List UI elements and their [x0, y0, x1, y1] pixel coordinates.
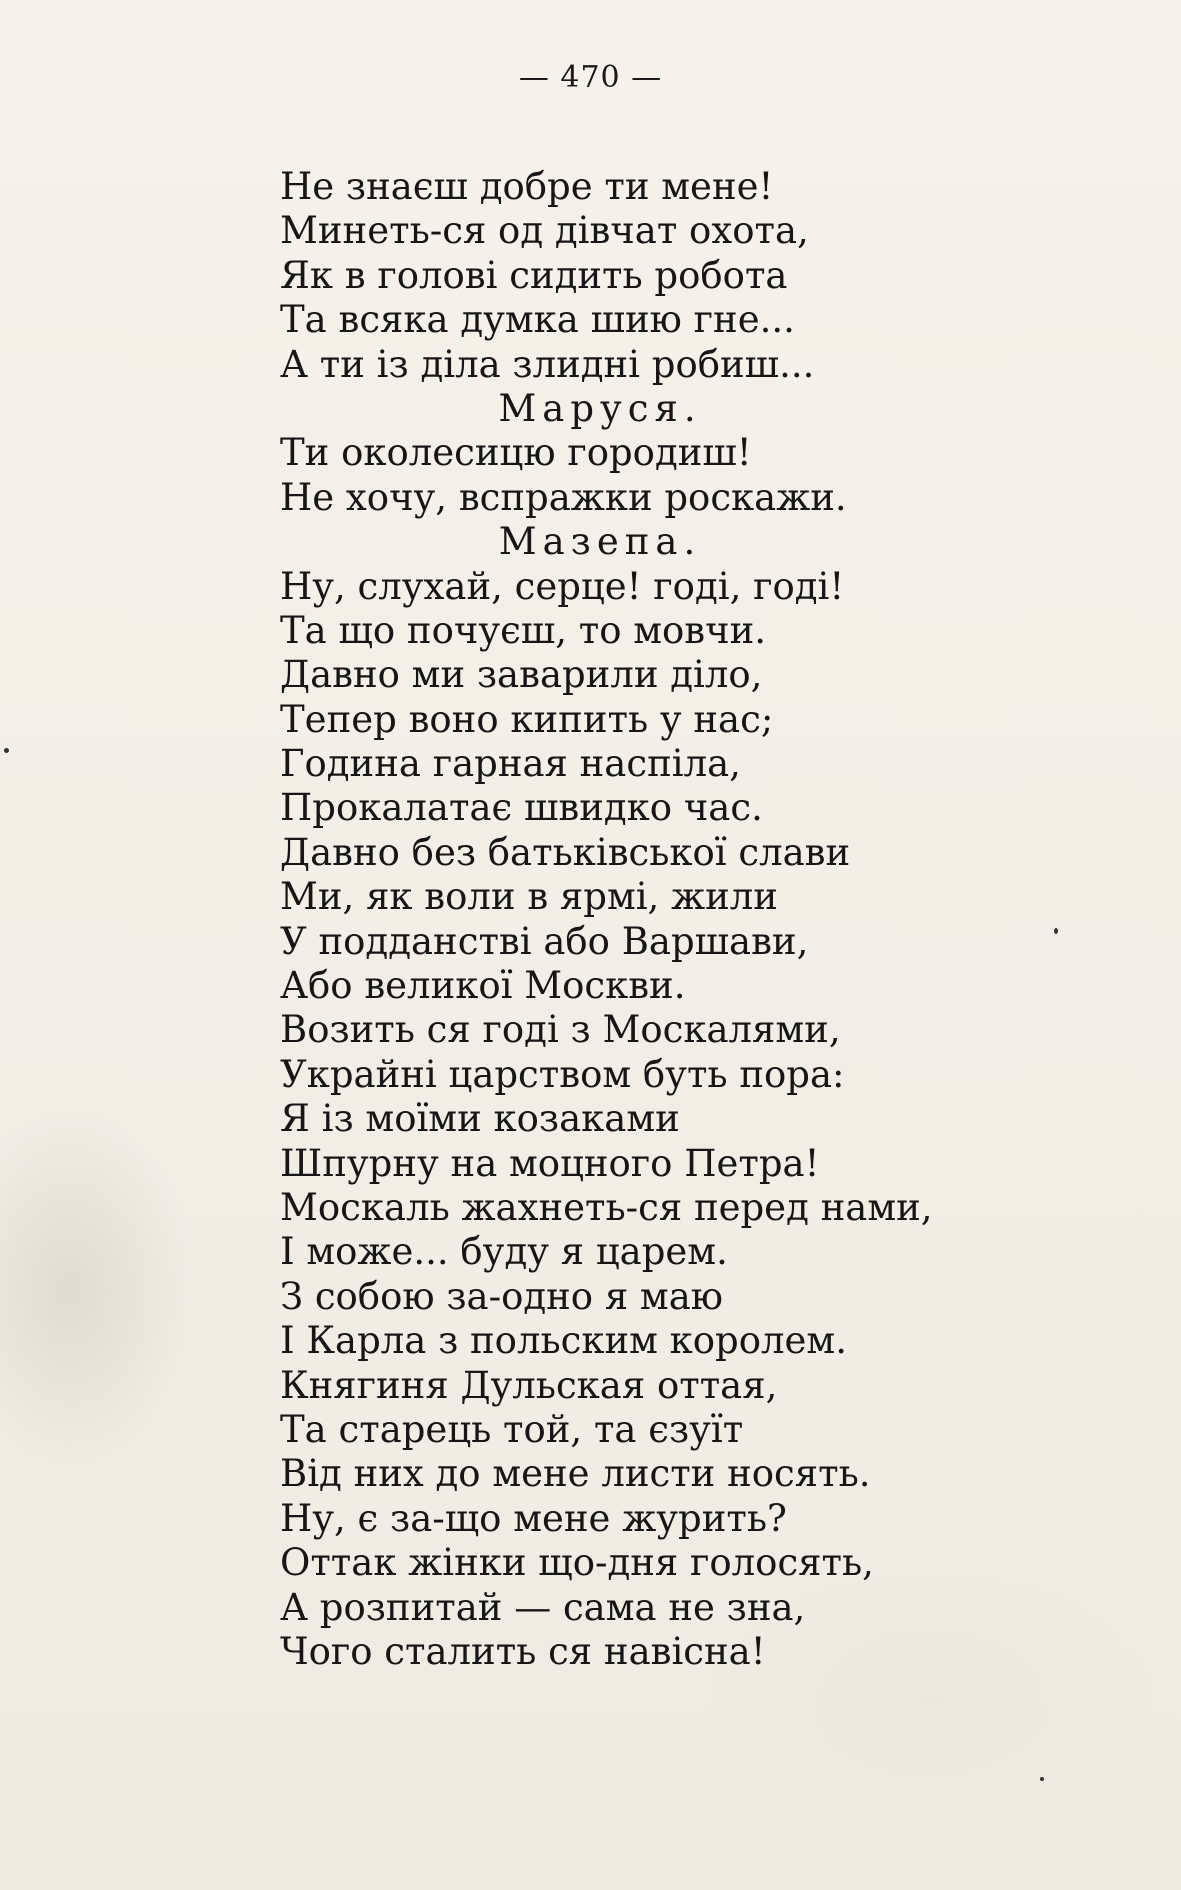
poem-line: Та всяка думка шию гне...: [280, 298, 795, 342]
poem-line: Не знаєш добре ти мене!: [280, 165, 774, 208]
poem-line: І Карла з польским королем.: [280, 1319, 847, 1363]
paper-speck: [1040, 1777, 1044, 1781]
poem-line: Оттак жінки що-дня голосять,: [280, 1541, 874, 1585]
poem-line: Та що почуєш, то мовчи.: [280, 608, 767, 652]
poem-line: Та старець той, та єзуїт: [280, 1407, 744, 1451]
poem-line: Ну, слухай, серце! годі, годі!: [280, 564, 845, 608]
paper-speck: [1054, 928, 1058, 934]
poem-line: Возить ся годі з Москалями,: [280, 1008, 841, 1052]
poem-line: Давно ми заварили діло,: [280, 653, 763, 697]
poem-line: Чого сталить ся навісна!: [280, 1629, 766, 1673]
poem-line: З собою за-одно я маю: [280, 1274, 723, 1318]
speaker-name: Маруся.: [498, 386, 702, 430]
page-number: — 470 —: [518, 60, 663, 95]
poem-line: Украйні царством буть пора:: [280, 1052, 845, 1096]
poem-line: Давно без батьківської слави: [280, 830, 851, 874]
poem-line: Не хочу, вспражки роскажи.: [280, 475, 847, 519]
poem-line: А розпитай — сама не зна,: [280, 1585, 806, 1629]
poem-line: Тепер воно кипить у нас;: [280, 697, 774, 741]
poem-line: Як в голові сидить робота: [280, 253, 788, 297]
speaker-name: Мазепа.: [498, 520, 702, 564]
poem-line: Шпурну на моцного Петра!: [280, 1141, 820, 1185]
poem-text: [280, 165, 1000, 1674]
poem-line: Від них до мене листи носять.: [280, 1452, 871, 1496]
poem-line: Ну, є за-що мене журить?: [280, 1496, 787, 1540]
poem-line: Ти околесицю городиш!: [280, 431, 752, 475]
poem-line: А ти із діла злидні робиш...: [280, 342, 815, 386]
paper-speck: [4, 748, 9, 753]
poem-line: У подданстві або Варшави,: [280, 919, 809, 963]
poem-line: І може... буду я царем.: [280, 1230, 728, 1274]
poem-line: Ми, як воли в ярмі, жили: [280, 875, 778, 919]
poem-line: Княгиня Дульская оттая,: [280, 1363, 778, 1407]
poem-line: Або великої Москви.: [280, 964, 686, 1008]
poem-line: Година гарная наспіла,: [280, 742, 741, 786]
poem-line: Минеть-ся од дівчат охота,: [280, 209, 809, 253]
poem-line: Прокалатає швидко час.: [280, 786, 763, 830]
poem-line: Москаль жахнеть-ся перед нами,: [280, 1185, 933, 1229]
poem-line: Я із моїми козаками: [280, 1097, 680, 1141]
